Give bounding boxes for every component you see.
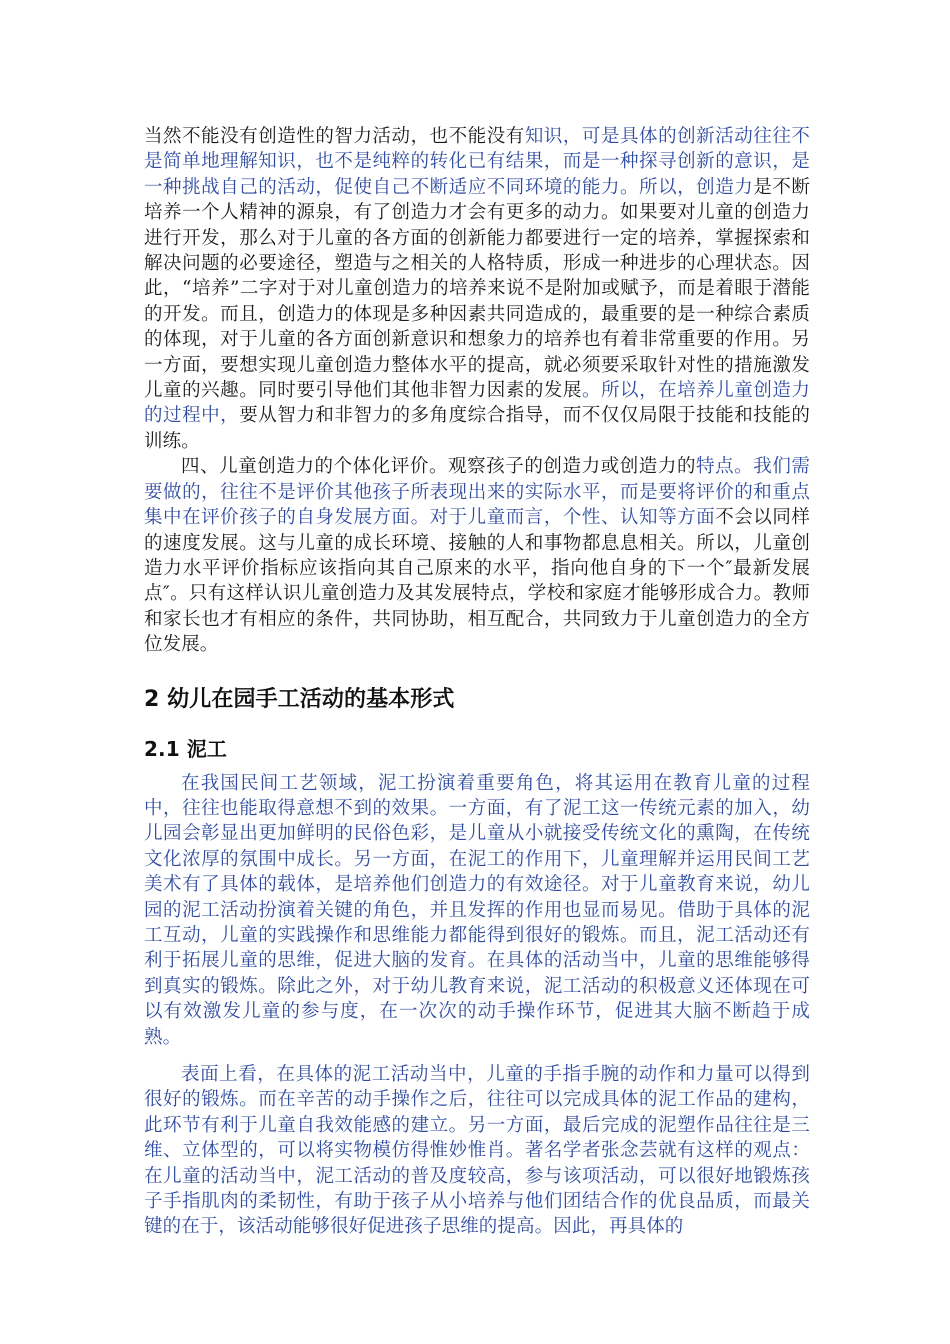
text-run: 不会以同样的速度发展。这与儿童的成长环境、接触的人和事物都息息相关。所以，儿童创造力水平评价指标应该指向其自己原来的水平，指向他自身的下一个″最新发展点″。只有这样认识儿童创造力及其发展特点，学校和家庭才能够形成合力。教师和家长也才有相应的条件，共同协助，相互配合，共同致力于儿童创造力的全方位发展。 [144, 507, 810, 656]
text-run-highlight: 特点。我们需要做的，往往不是评价其他孩子所表现出来的实际水平，而是要将评价的和重点集中在评价孩子的自身发展方面。对于儿童而言，个性、认知等方面 [144, 456, 811, 529]
text-run: 是不断培养一个人精神的源泉，有了创造力才会有更多的动力。如果要对儿童的创造力进行开发，那么对于儿童的各方面的创新能力都要进行一定的培养，掌握探索和解决问题的必要途径，塑造与之相关的人格特质，形成一种进步的心理状态。因此，“培养”二字对于对儿童创造力的培养来说不是附加或赋予，而是着眼于潜能的开发。而且，创造力的体现是多种因素共同造成的，最重要的是一种综合素质的体现，对于儿童的各方面创新意识和想象力的培养也有着非常重要的作用。另一方面，要想实现儿童创造力整体水平的提高，就必须要采取针对性的措施激发儿童的兴趣。同时要引导他们其他非智力因素的发展 [144, 176, 810, 402]
paragraph-clay-work-significance: 在我国民间工艺领域，泥工扮演着重要角色，将其运用在教育儿童的过程中，往往也能取得意想不到的效果。一方面，有了泥工这一传统元素的加入，幼儿园会彰显出更加鲜明的民俗色彩，是儿童从小就接受传统文化的熏陶，在传统文化浓厚的氛围中成长。另一方面，在泥工的作用下，儿童理解并运用民间工艺美术有了具体的载体，是培养他们创造力的有效途径。对于儿童教育来说，幼儿园的泥工活动扮演着关键的角色，并且发挥的作用也显而易见。借助于具体的泥工互动，儿童的实践操作和思维能力都能得到很好的锻炼。而且，泥工活动还有利于拓展儿童的思维，促进大脑的发育。在具体的活动当中，儿童的思维能够得到真实的锻炼。除此之外，对于幼儿教育来说，泥工活动的积极意义还体现在可以有效激发儿童的参与度，在一次次的动手操作环节，促进其大脑不断趋于成熟。 [144, 772, 810, 1048]
text-run: 四、儿童创造力的个体化评价。观察孩子的创造力或创造力的 [181, 456, 697, 478]
text-run-highlight: 。所以，在培养儿童创造力的过程中， [144, 380, 811, 427]
subsection-heading: 2.1 泥工 [144, 736, 227, 761]
section-heading: 2 幼儿在园手工活动的基本形式 [144, 686, 455, 712]
document-page [144, 124, 810, 1240]
text-run: 要从智力和非智力的多角度综合指导，而不仅仅局限于技能和技能的训练。 [144, 405, 810, 452]
text-run: 当然不能没有创造性的智力活动，也不能没有 [144, 126, 525, 147]
text-run-highlight: 知识，可是具体的创新活动往往不是简单地理解知识，也不是纯粹的转化已有结果，而是一种探寻创新的意识，是一种挑战自己的活动，促使自己不断适应不同环境的能力。所以，创造力 [144, 126, 810, 198]
paragraph-clay-work-benefits: 表面上看，在具体的泥工活动当中，儿童的手指手腕的动作和力量可以得到很好的锻炼。而在辛苦的动手操作之后，往往可以完成具体的泥工作品的建构，此环节有利于儿童自我效能感的建立。另一方面，最后完成的泥塑作品往往是三维、立体型的，可以将实物模仿得惟妙惟肖。著名学者张念芸就有这样的观点：在儿童的活动当中，泥工活动的普及度较高，参与该项活动，可以很好地锻炼孩子手指肌肉的柔韧性，有助于孩子从小培养与他们团结合作的优良品质，而最关键的在于，该活动能够很好促进孩子思维的提高。因此，再具体的 [144, 1064, 810, 1238]
paragraph-creativity-intro [144, 124, 810, 454]
paragraph-individual-evaluation [144, 454, 810, 657]
